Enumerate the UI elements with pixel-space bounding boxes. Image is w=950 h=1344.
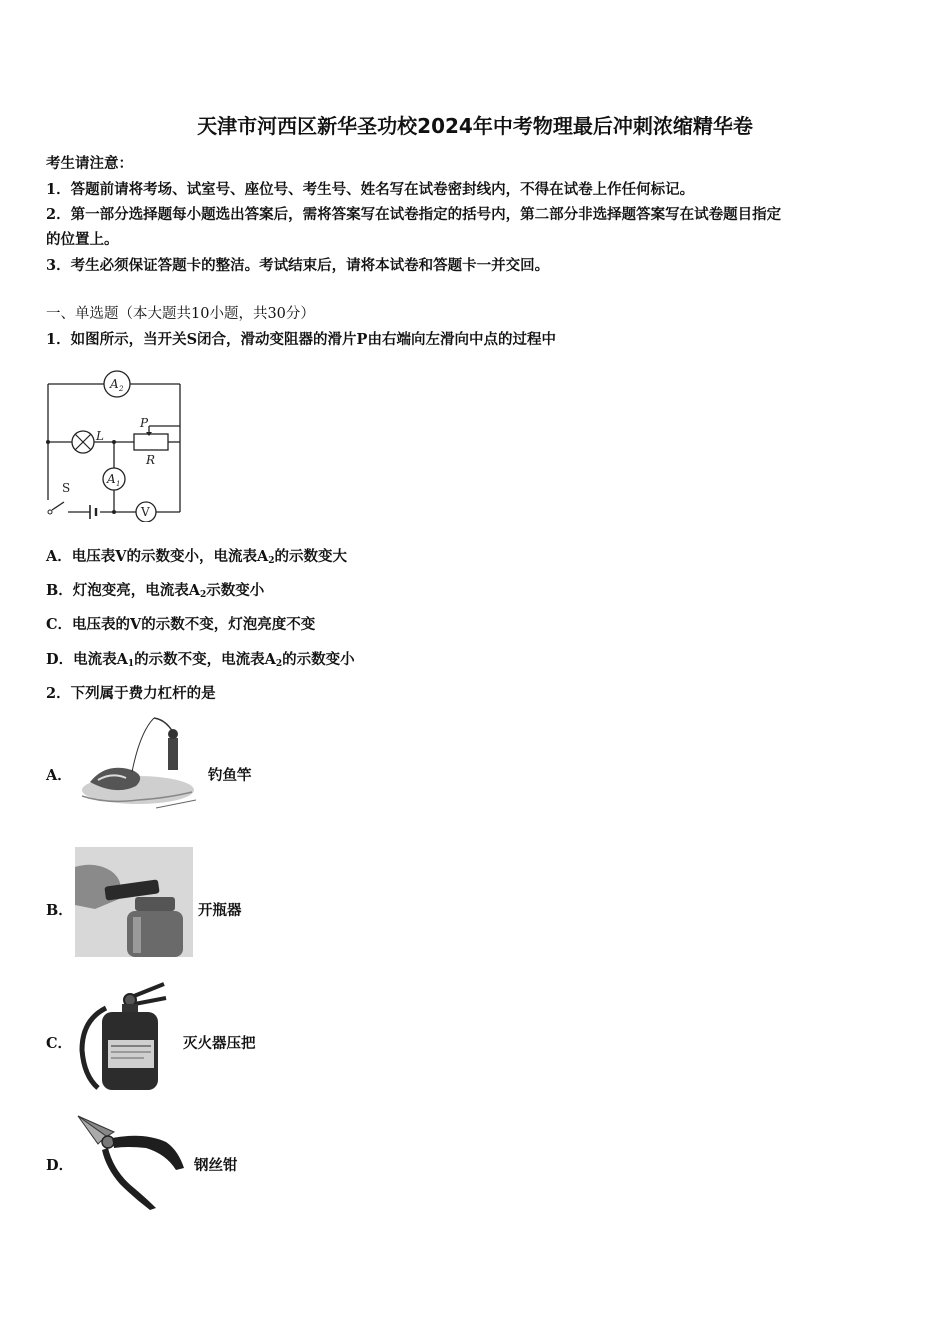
q1-option-d: D．电流表$A_1$的示数不变，电流表$A_2$的示数变小	[46, 651, 355, 669]
q2-option-d-label: 钢丝钳	[194, 1157, 238, 1174]
circuit-label-s: S	[62, 481, 71, 495]
q2-option-b-letter: B．	[46, 902, 73, 919]
fire-extinguisher-image	[78, 980, 170, 1090]
q1-option-b: B．灯泡变亮，电流表$A_2$示数变小	[46, 582, 265, 600]
circuit-label-r: R	[146, 453, 156, 467]
section-heading: 一、单选题（本大题共10小题，共30分）	[46, 306, 315, 322]
circuit-label-a1: A	[107, 472, 116, 486]
q2-stem: 2．下列属于费力杠杆的是	[46, 685, 216, 702]
q2-option-c-label: 灭火器压把	[183, 1035, 256, 1052]
circuit-label-l: L	[96, 429, 104, 443]
bottle-opener-image	[75, 847, 193, 957]
q2-option-b-label: 开瓶器	[198, 902, 242, 919]
notice-item-3: 3．考生必须保证答题卡的整洁。考试结束后，请将本试卷和答题卡一并交回。	[46, 257, 550, 274]
q2-option-a-letter: A．	[46, 767, 72, 784]
notice-item-1: 1．答题前请将考场、试室号、座位号、考生号、姓名写在试卷密封线内，不得在试卷上作任何标记。	[46, 181, 695, 198]
q2-option-c-letter: C．	[46, 1035, 73, 1052]
circuit-label-a2: A	[110, 377, 119, 391]
q1-stem: 1．如图所示，当开关S闭合，滑动变阻器的滑片P由右端向左滑向中点的过程中	[46, 331, 556, 348]
q2-option-d-letter: D．	[46, 1157, 74, 1174]
notice-item-2: 2．第一部分选择题每小题选出答案后，需将答案写在试卷指定的括号内，第二部分非选择题答案写在试卷题目指定	[46, 206, 782, 223]
q2-option-a-label: 钓鱼竿	[208, 767, 252, 784]
notice-heading: 考生请注意：	[46, 155, 133, 172]
circuit-label-p: P	[140, 416, 149, 430]
circuit-label-a2-sub: 2	[119, 385, 124, 393]
circuit-label-v: V	[141, 505, 150, 519]
q1-option-c: C．电压表的V的示数不变，灯泡亮度不变	[46, 616, 316, 633]
page-title: 天津市河西区新华圣功校2024年中考物理最后冲刺浓缩精华卷	[197, 114, 753, 138]
circuit-label-a1-sub: 1	[116, 480, 121, 488]
pliers-image	[74, 1112, 186, 1210]
notice-item-2-cont: 的位置上。	[46, 231, 119, 248]
fishing-rod-image	[76, 712, 200, 814]
q1-option-a: A．电压表V的示数变小，电流表$A_2$的示数变大	[46, 548, 348, 566]
circuit-diagram	[44, 370, 186, 522]
